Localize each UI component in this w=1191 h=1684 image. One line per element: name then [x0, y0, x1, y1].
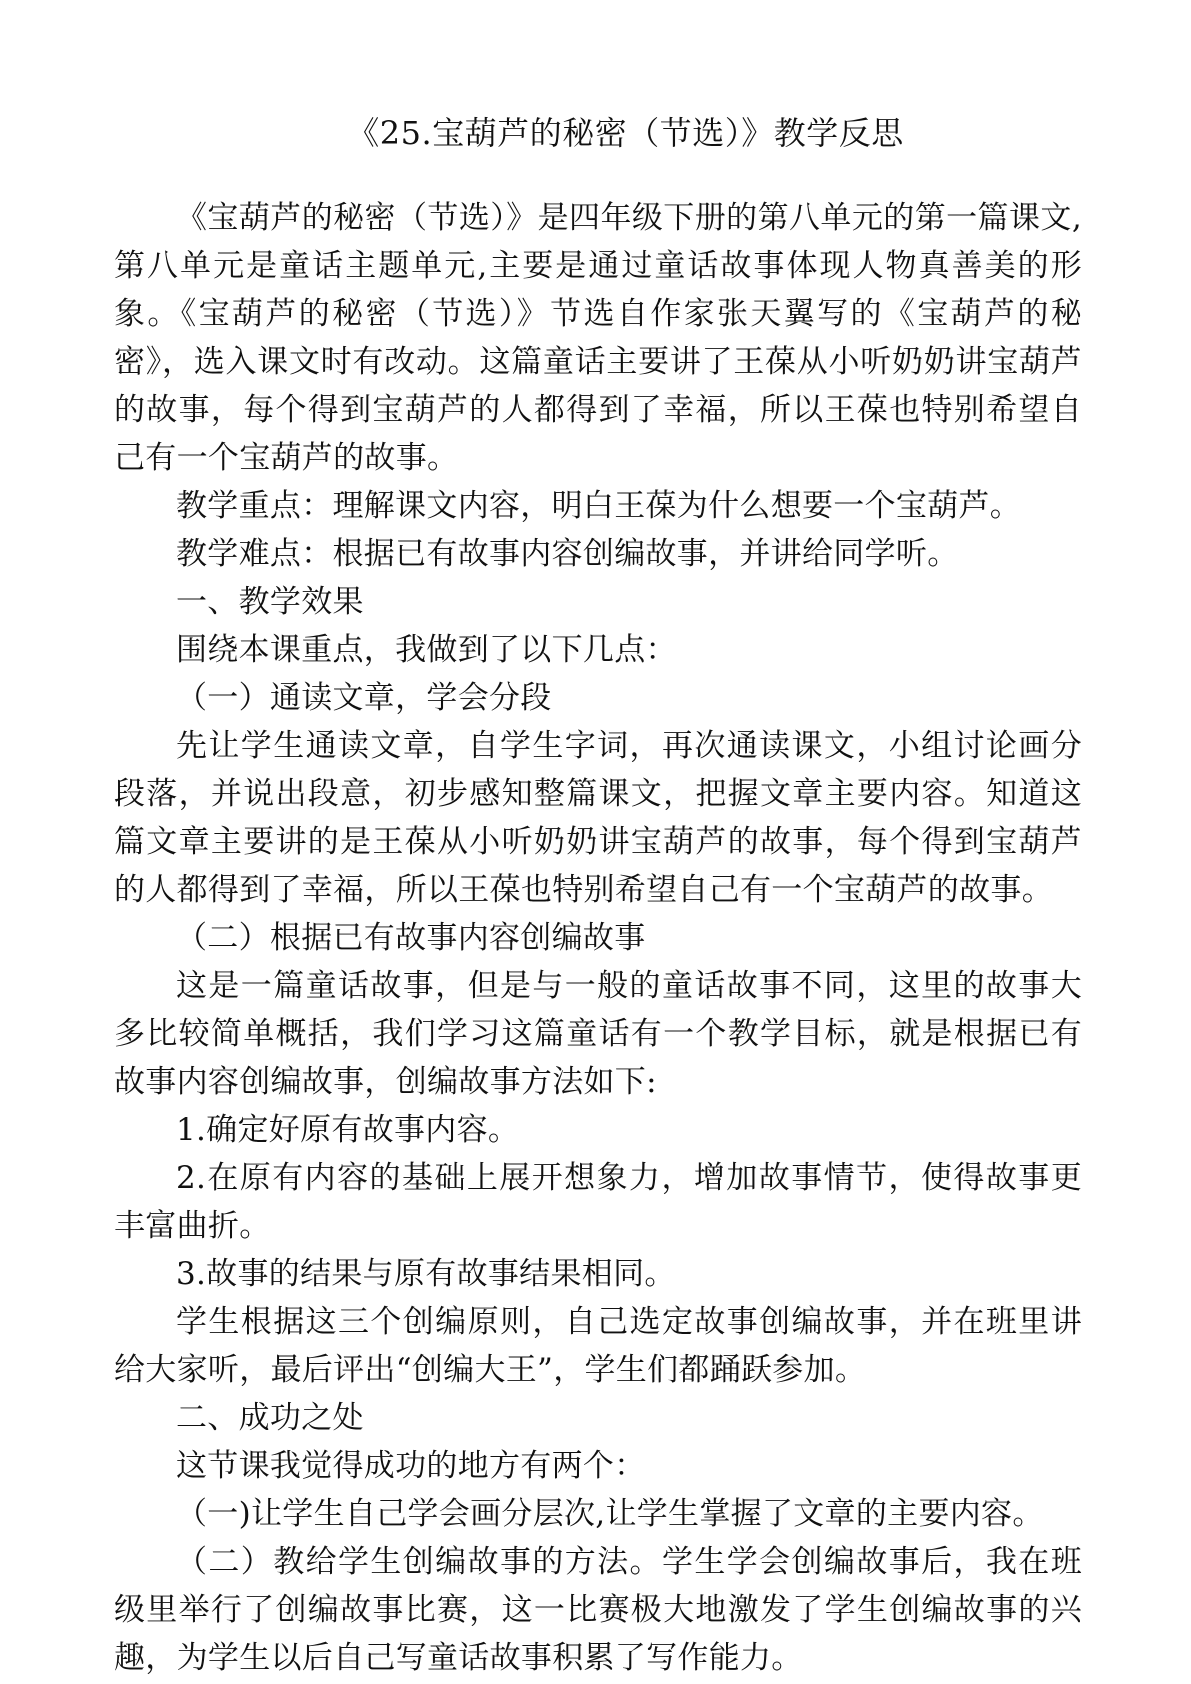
- success-item-2: （二）教给学生创编故事的方法。学生学会创编故事后，我在班级里举行了创编故事比赛，这一比赛极大地激发了学生创编故事的兴趣，为学生以后自己写童话故事积累了写作能力。: [114, 1544, 1082, 1676]
- paragraph-teaching-difficulty: 教学难点：根据已有故事内容创编故事，并讲给同学听。: [176, 536, 959, 572]
- subheading-read-and-segment: （一）通读文章，学会分段: [176, 680, 552, 716]
- paragraph-create-stories: 这是一篇童话故事，但是与一般的童话故事不同，这里的故事大多比较简单概括，我们学习这篇童话有一个教学目标，就是根据已有故事内容创编故事，创编故事方法如下:: [114, 968, 1082, 1100]
- list-item-3: 3.故事的结果与原有故事结果相同。: [176, 1256, 676, 1292]
- paragraph-teaching-focus: 教学重点：理解课文内容，明白王葆为什么想要一个宝葫芦。: [176, 488, 1022, 524]
- paragraph-read-and-segment: 先让学生通读文章，自学生字词，再次通读课文，小组讨论画分段落，并说出段意，初步感知整篇课文，把握文章主要内容。知道这篇文章主要讲的是王葆从小听奶奶讲宝葫芦的故事，每个得到宝葫芦的人都得到了幸福，所以王葆也特别希望自己有一个宝葫芦的故事。: [114, 728, 1082, 908]
- subheading-create-stories: （二）根据已有故事内容创编故事: [176, 920, 646, 956]
- document-title: 《25.宝葫芦的秘密（节选）》教学反思: [347, 114, 904, 152]
- list-item-2: 2.在原有内容的基础上展开想象力，增加故事情节，使得故事更丰富曲折。: [114, 1160, 1082, 1244]
- paragraph-story-contest: 学生根据这三个创编原则，自己选定故事创编故事，并在班里讲给大家听，最后评出“创编大王”，学生们都踊跃参加。: [114, 1304, 1082, 1388]
- list-item-1: 1.确定好原有故事内容。: [176, 1112, 520, 1148]
- section-heading-teaching-effect: 一、教学效果: [176, 584, 364, 620]
- section-heading-successes: 二、成功之处: [176, 1400, 364, 1436]
- success-item-1: （一)让学生自己学会画分层次,让学生掌握了文章的主要内容。: [176, 1496, 1044, 1532]
- paragraph-intro: 《宝葫芦的秘密（节选）》是四年级下册的第八单元的第一篇课文,第八单元是童话主题单元,主要是通过童话故事体现人物真善美的形象。《宝葫芦的秘密（节选）》节选自作家张天翼写的《宝葫芦的秘密》，选入课文时有改动。这篇童话主要讲了王葆从小听奶奶讲宝葫芦的故事，每个得到宝葫芦的人都得到了幸福，所以王葆也特别希望自己有一个宝葫芦的故事。: [114, 200, 1082, 476]
- paragraph-successes-intro: 这节课我觉得成功的地方有两个：: [176, 1448, 646, 1484]
- paragraph-effect-intro: 围绕本课重点，我做到了以下几点：: [176, 632, 677, 668]
- document-body: [114, 194, 1082, 1682]
